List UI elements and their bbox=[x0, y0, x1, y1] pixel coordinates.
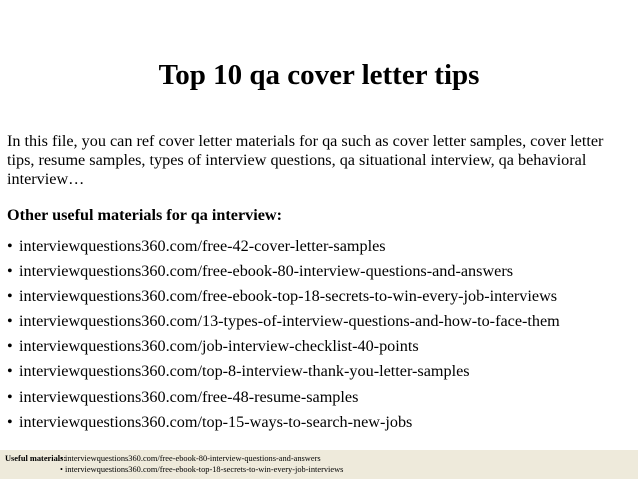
material-link[interactable]: interviewquestions360.com/top-8-interview-thank-you-letter-samples bbox=[19, 362, 470, 381]
footer-link[interactable]: • interviewquestions360.com/free-ebook-80-interview-questions-and-answers bbox=[60, 454, 321, 463]
material-link[interactable]: interviewquestions360.com/top-15-ways-to-search-new-jobs bbox=[19, 412, 413, 431]
footer-bar bbox=[0, 450, 638, 479]
materials-list bbox=[7, 236, 631, 437]
list-item bbox=[7, 387, 631, 412]
bullet-icon: • bbox=[7, 237, 13, 255]
page-title: Top 10 qa cover letter tips bbox=[158, 59, 480, 91]
material-link[interactable]: interviewquestions360.com/13-types-of-interview-questions-and-how-to-face-them bbox=[19, 312, 560, 331]
bullet-icon: • bbox=[7, 312, 13, 331]
list-item bbox=[7, 261, 631, 286]
materials-heading: Other useful materials for qa interview: bbox=[7, 206, 282, 224]
list-item bbox=[7, 336, 631, 361]
bullet-icon: • bbox=[7, 387, 13, 406]
list-item bbox=[7, 311, 631, 336]
bullet-icon: • bbox=[7, 262, 13, 281]
material-link[interactable]: interviewquestions360.com/free-ebook-80-interview-questions-and-answers bbox=[19, 262, 514, 281]
material-link[interactable]: interviewquestions360.com/free-48-resume-samples bbox=[19, 387, 359, 406]
material-link[interactable]: interviewquestions360.com/free-ebook-top-18-secrets-to-win-every-job-interviews bbox=[19, 287, 558, 306]
bullet-icon: • bbox=[7, 337, 13, 356]
intro-paragraph: In this file, you can ref cover letter materials for qa such as cover letter samples, cover letter tips, resume samples, types of interview questions, qa situational interview, qa behavioral interview… bbox=[7, 132, 604, 188]
list-item bbox=[7, 236, 631, 261]
footer-link[interactable]: • interviewquestions360.com/free-ebook-top-18-secrets-to-win-every-job-interviews bbox=[60, 464, 344, 474]
footer-label: Useful materials: bbox=[5, 454, 67, 463]
list-item bbox=[7, 412, 631, 437]
bullet-icon: • bbox=[7, 287, 13, 306]
list-item bbox=[7, 286, 631, 311]
material-link[interactable]: interviewquestions360.com/free-42-cover-letter-samples bbox=[19, 237, 386, 255]
bullet-icon: • bbox=[7, 412, 13, 431]
material-link[interactable]: interviewquestions360.com/job-interview-checklist-40-points bbox=[19, 337, 419, 356]
list-item bbox=[7, 361, 631, 386]
bullet-icon: • bbox=[7, 362, 13, 381]
